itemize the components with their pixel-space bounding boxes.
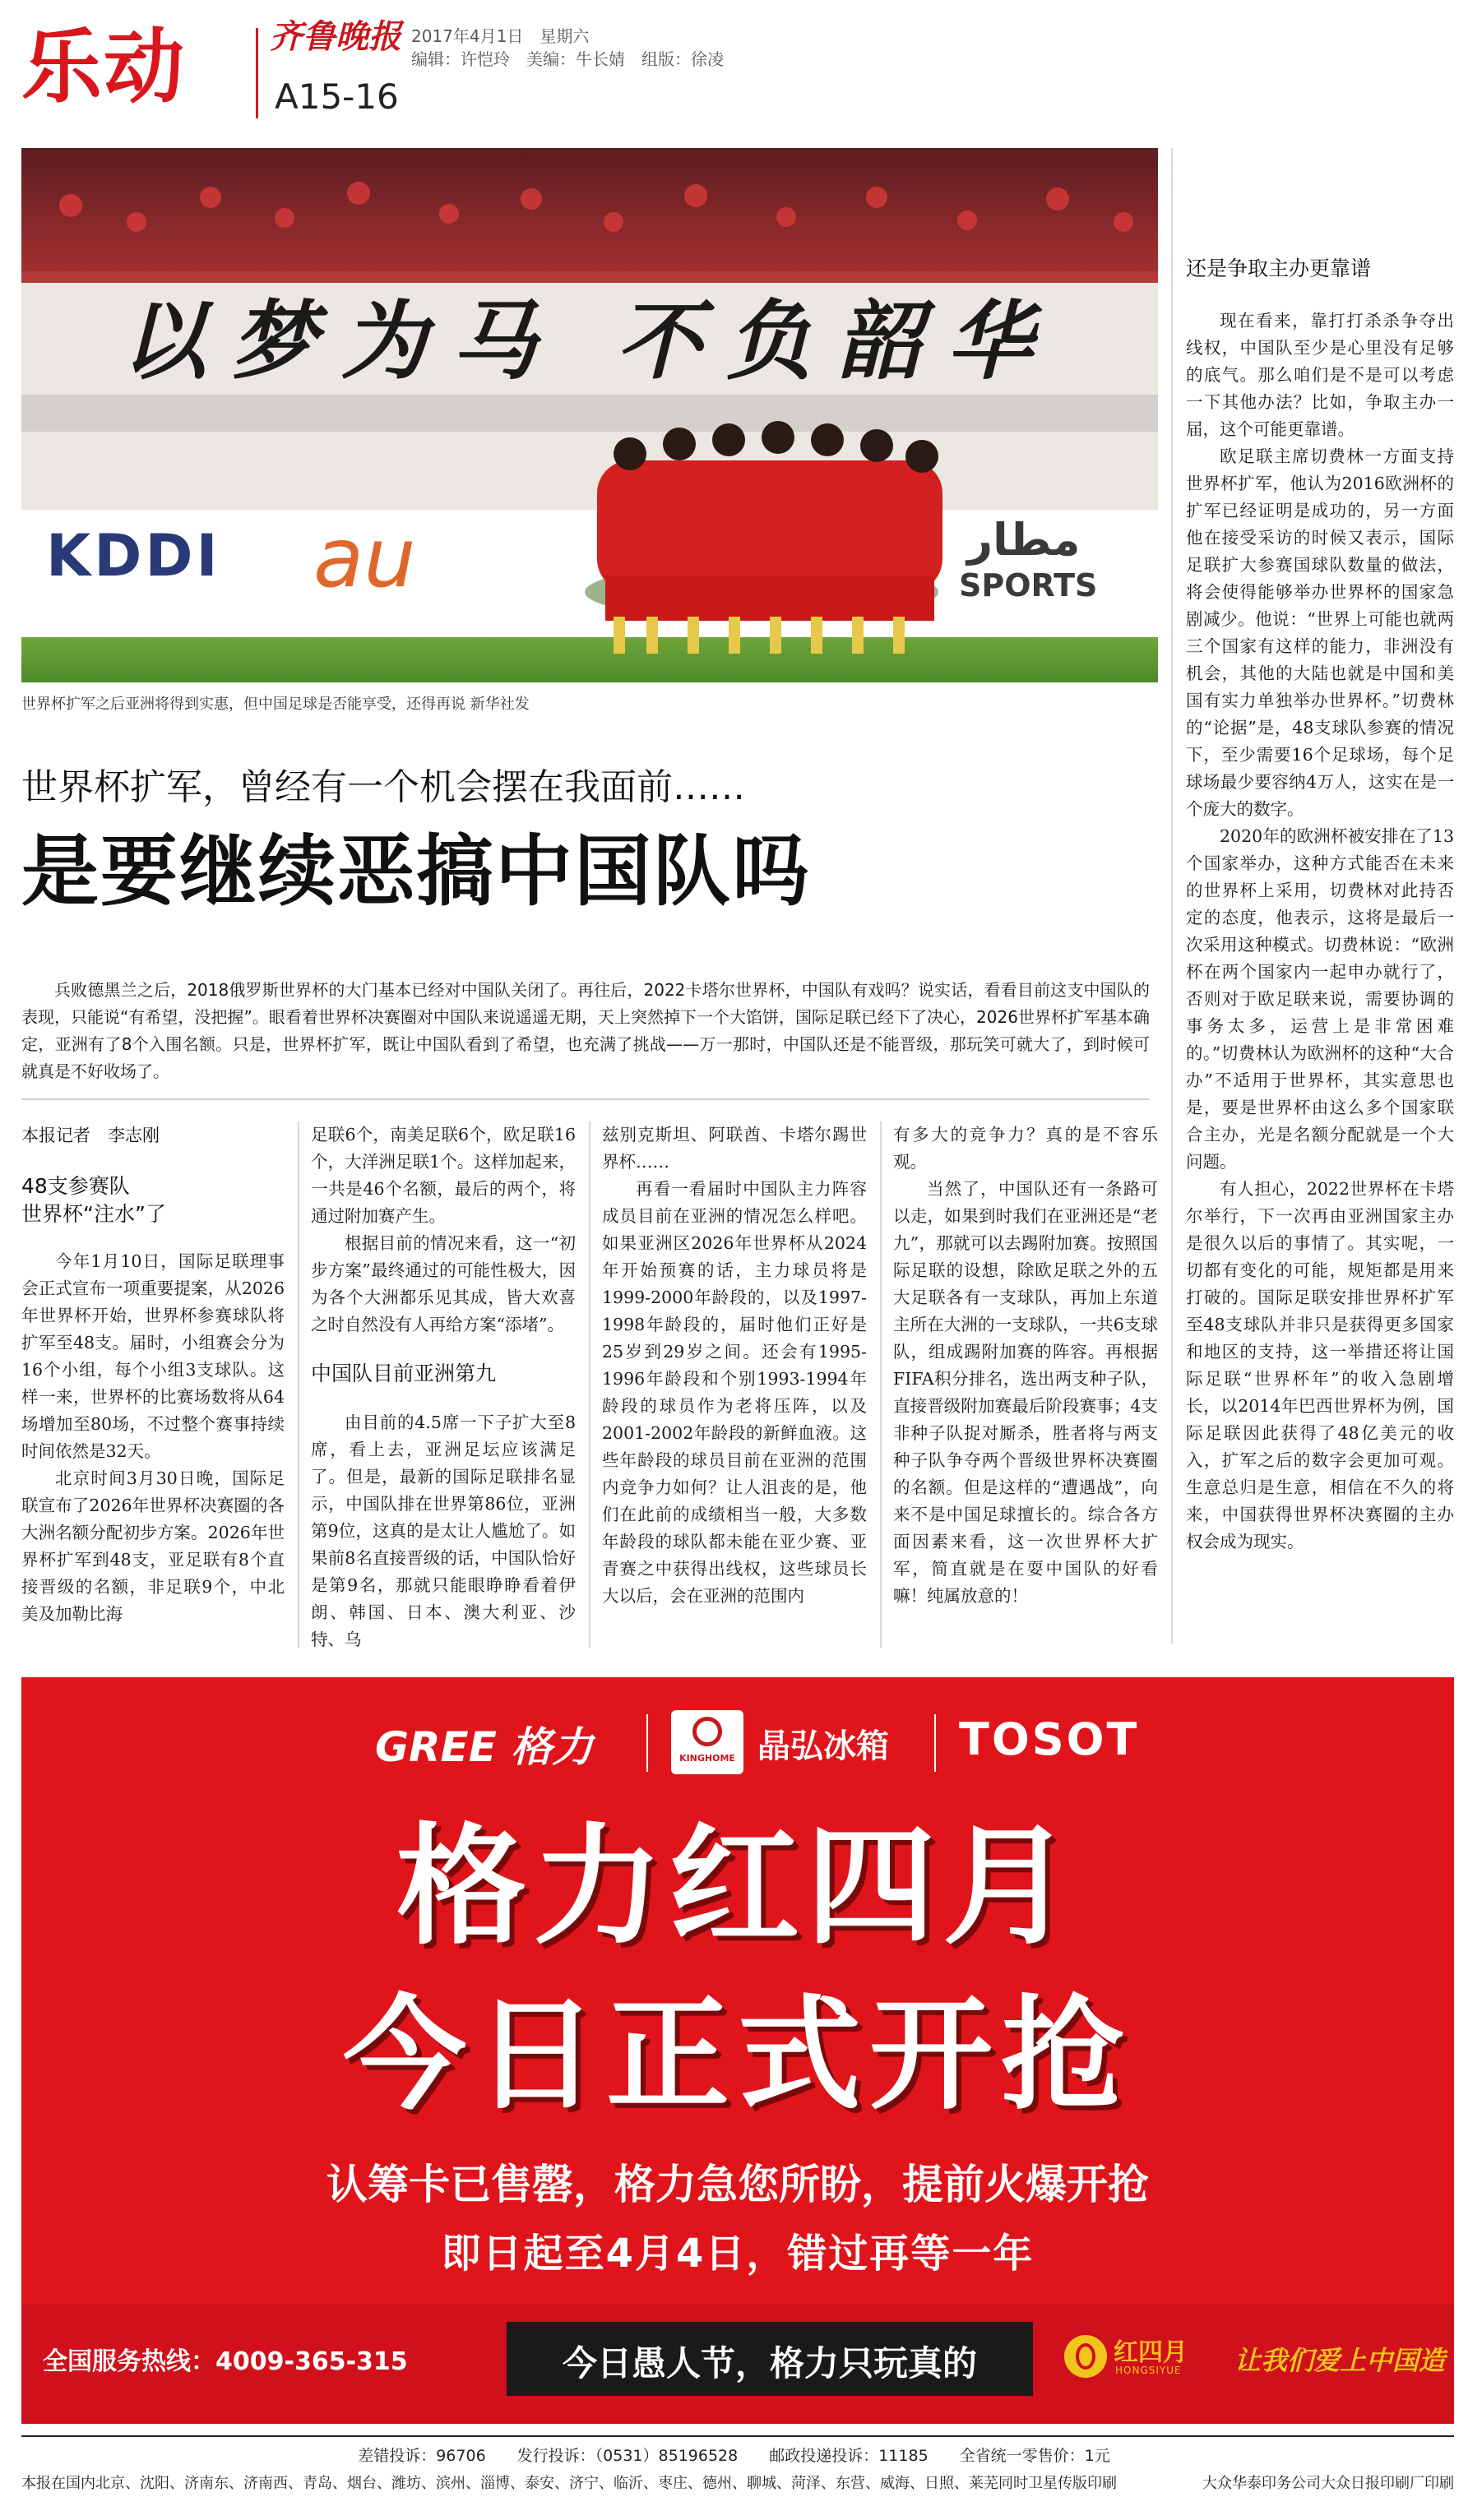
ad-line-presale: 认筹卡已售罄，格力急您所盼，提前火爆开抢 — [326, 2161, 1149, 2208]
flower-icon — [692, 1717, 722, 1746]
subheading-48-teams: 48支参赛队 — [21, 1174, 130, 1198]
ad-slogan: 让我们爱上中国造 — [1234, 2345, 1446, 2376]
photo-caption: 世界杯扩军之后亚洲将得到实惠，但中国足球是否能享受，还得再说 新华社发 — [21, 696, 530, 713]
ad-board-sports: SPORTS — [959, 567, 1098, 603]
headline-main: 是要继续恶搞中国队吗 — [21, 827, 812, 917]
kinghome-mark — [671, 1710, 743, 1774]
gree-logo: GREE 格力 — [375, 1723, 594, 1771]
paragraph: 欧足联主席切费林一方面支持世界杯扩军，他认为2016欧洲杯的扩军已经证明是成功的，另一方面他在接受采访的时候又表示，国际足联扩大参赛国球队数量的做法，将会使得能够举办世界杯的国家急剧减少。他说：“世界上可能也就两三个国家有这样的能力，非洲没有机会，其他的大陆也就是中国和美国有实力单独举办世界杯。”切费林的“论据”是，48支球队参赛的情况下，至少需要16个足球场，每个足球场最少要容纳4万人，这实在是一个庞大的数字。 — [1186, 446, 1454, 819]
column-1 — [21, 1121, 285, 1628]
logo-mark-icon — [1076, 2343, 1095, 2370]
page-number: A15-16 — [275, 76, 399, 117]
service-hotline: 全国服务热线：4009-365-315 — [43, 2347, 408, 2376]
date-line: 2017年4月1日 星期六 — [411, 26, 590, 46]
column-3 — [602, 1121, 867, 1610]
hongsiyue-logo — [1064, 2335, 1107, 2378]
right-column-divider — [1171, 148, 1173, 1644]
ad-board-kddi: KDDI — [46, 522, 221, 590]
lead-paragraph: 兵败德黑兰之后，2018俄罗斯世界杯的大门基本已经对中国队关闭了。再往后，2022卡塔尔世界杯，中国队有戏吗？说实话，看看目前这支中国队的表现，只能说“有希望，没把握”。眼看着世界杯决赛圈对中国队来说遥遥无期，天上突然掉下一个大馅饼，国际足联已经下了决心，2026世界杯扩军基本确定，亚洲有了8个入围名额。只是，世界杯扩军，既让中国队看到了希望，也充满了挑战——万一那时，中国队还是不能晋级，那玩笑可就大了，到时候可就真是不好收场了。 — [21, 980, 1150, 1081]
footer-printing-sites: 本报在国内北京、沈阳、济南东、济南西、青岛、烟台、潍坊、滨州、淄博、泰安、济宁、临沂、枣庄、德州、聊城、菏泽、东营、威海、日照、莱芜同时卫星传版印刷 — [21, 2475, 1117, 2492]
column-5 — [1186, 255, 1454, 1556]
banner-slogan: 以梦为马 不负韶华 — [120, 290, 1058, 391]
column-divider — [880, 1121, 882, 1648]
paragraph: 有人担心，2022世界杯在卡塔尔举行，下一次再由亚洲国家主办是很久以后的事情了。其实呢，一切都有变化的可能，规矩都是用来打破的。国际足联安排世界杯扩军至48支球队并非只是获得更多国家和地区的支持，这一举措还将让国际足联“世界杯年”的收入急剧增长，以2014年巴西世界杯为例，国际足联因此获得了48亿美元的收入，扩军之后的数字会更加可观。生意总归是生意，相信在不久的将来，中国获得世界杯决赛圈的主办权会成为现实。 — [1186, 1179, 1454, 1551]
paragraph: 根据目前的情况来看，这一“初步方案”最终通过的可能性极大，因为各个大洲都乐见其成，皆大欢喜之时自然没有人再给方案“添堵”。 — [311, 1233, 576, 1334]
jinghong-logo: 晶弘冰箱 — [757, 1727, 889, 1765]
column-4 — [893, 1121, 1158, 1610]
promo-box — [507, 2322, 1033, 2396]
ad-title: 格力红四月 — [396, 1811, 1079, 1963]
paragraph: 今年1月10日，国际足联理事会正式宣布一项重要提案，从2026年世界杯开始，世界杯参赛球队将扩军至48支。届时，小组赛会分为16个小组，每个小组3支球队。这样一来，世界杯的比赛场数将从64场增加至80场，不过整个赛事持续时间依然是32天。 — [21, 1251, 285, 1461]
ad-board-arabic: مطار — [967, 514, 1081, 566]
paragraph: 由目前的4.5席一下子扩大至8席，看上去，亚洲足坛应该满足了。但是，最新的国际足联排名显示，中国队排在世界第86位，亚洲第9位，这真的是太让人尴尬了。如果前8名直接晋级的话，中国队恰好是第9名，那就只能眼睁睁看着伊朗、韩国、日本、澳大利亚、沙特、乌 — [311, 1413, 576, 1649]
column-divider — [589, 1121, 590, 1648]
paragraph: 2020年的欧洲杯被安排在了13个国家举办，这种方式能否在未来的世界杯上采用，切费林对此持否定的态度，他表示，这将是最后一次采用这种模式。切费林说：“欧洲杯在两个国家内一起申办就行了，否则对于欧足联来说，需要协调的事务太多，运营上是非常困难的。”切费林认为欧洲杯的这种“大合办”不适用于世界杯，其实意思也是，要是世界杯由这么多个国家联合主办，光是名额分配就是一个大问题。 — [1186, 826, 1454, 1172]
kinghome-label: KINGHOME — [679, 1753, 735, 1764]
brand-divider — [934, 1714, 936, 1772]
byline: 本报记者 李志刚 — [21, 1126, 160, 1145]
ad-bottom-strip — [21, 2304, 1454, 2424]
ad-subtitle: 今日正式开抢 — [342, 1984, 1132, 2127]
masthead — [0, 0, 1468, 140]
paper-name-logo: 齐鲁晚报 — [270, 17, 401, 56]
main-photo — [21, 148, 1158, 682]
subheading-host-bid: 还是争取主办更靠谱 — [1186, 257, 1372, 280]
subheading-world-cup-water: 世界杯“注水”了 — [21, 1202, 166, 1226]
hongsiyue-text: 红四月 — [1114, 2338, 1188, 2367]
footer-complaints: 差错投诉：96706 发行投诉：（0531）85196528 邮政投递投诉：11185 全省统一零售价：1元 — [358, 2447, 1110, 2465]
promo-text: 今日愚人节，格力只玩真的 — [562, 2343, 977, 2384]
column-divider — [298, 1121, 299, 1648]
paragraph: 北京时间3月30日晚，国际足联宣布了2026年世界杯决赛圈的各大洲名额分配初步方案。2026年世界杯扩军到48支，亚足联有8个直接晋级的名额，非足联9个，中北美及加勒比海 — [21, 1468, 285, 1624]
brand-divider — [646, 1714, 648, 1772]
footer-divider — [21, 2435, 1454, 2437]
hongsiyue-sub: HONGSIYUE — [1115, 2365, 1182, 2376]
ad-brand-bar — [21, 1677, 1454, 1801]
column-2 — [311, 1121, 576, 1653]
paragraph: 再看一看届时中国队主力阵容成员目前在亚洲的情况怎么样吧。如果亚洲区2026年世界杯从2024年开始预赛的话，主力球员将是1999-2000年龄段的，以及1997-1998年龄段的，届时他们正好是25岁到29岁之间。还会有1995-1996年龄段和个别1993-1994年龄段的球员作为老将压阵，以及2001-2002年龄段的新鲜血液。这些年龄段的球员目前在亚洲的范围内竞争力如何？让人沮丧的是，他们在此前的成绩相当一般，大多数年龄段的球队都未能在亚少赛、亚青赛之中获得出线权，这些球员长大以后，会在亚洲的范围内 — [602, 1179, 867, 1606]
lead-divider — [21, 1098, 1150, 1100]
ad-board-au: au — [313, 510, 416, 606]
paragraph: 有多大的竞争力？真的是不容乐观。 — [893, 1125, 1158, 1172]
header-divider — [256, 28, 258, 118]
headline-kicker: 世界杯扩军，曾经有一个机会摆在我面前…… — [21, 766, 745, 808]
tosot-logo: TOSOT — [959, 1713, 1140, 1765]
section-title: 乐动 — [21, 21, 187, 114]
paragraph: 足联6个，南美足联6个，欧足联16个，大洋洲足联1个。这样加起来，一共是46个名额，最后的两个，将通过附加赛产生。 — [311, 1125, 576, 1226]
paragraph: 现在看来，靠打打杀杀争夺出线权，中国队至少是心里没有足够的底气。那么咱们是不是可以考虑一下其他办法？比如，争取主办一届，这个可能更靠谱。 — [1186, 311, 1454, 439]
paragraph: 当然了，中国队还有一条路可以走，如果到时我们在亚洲还是“老九”，那就可以去踢附加赛。按照国际足联的设想，除欧足联之外的五大足联各有一支球队，再加上东道主所在大洲的一支球队，一共6支球队，组成踢附加赛的阵容。再根据FIFA积分排名，选出两支种子队，直接晋级附加赛最后阶段赛事；4支非种子队捉对厮杀，胜者将与两支种子队争夺两个晋级世界杯决赛圈的名额。但是这样的“遭遇战”，向来不是中国足球擅长的。综合各方面因素来看，这一次世界杯大扩军，简直就是在耍中国队的好看嘛！纯属放意的！ — [893, 1179, 1158, 1606]
editors-line: 编辑：许恺玲 美编：牛长婧 组版：徐凌 — [411, 49, 724, 69]
gree-advertisement — [21, 1677, 1454, 2424]
paragraph: 兹别克斯坦、阿联酋、卡塔尔踢世界杯…… — [602, 1125, 867, 1172]
footer-printer: 大众华泰印务公司大众日报印刷厂印刷 — [1202, 2475, 1454, 2492]
subheading-china-ninth: 中国队目前亚洲第九 — [311, 1362, 497, 1385]
ad-line-dates: 即日起至4月4日，错过再等一年 — [441, 2231, 1035, 2277]
